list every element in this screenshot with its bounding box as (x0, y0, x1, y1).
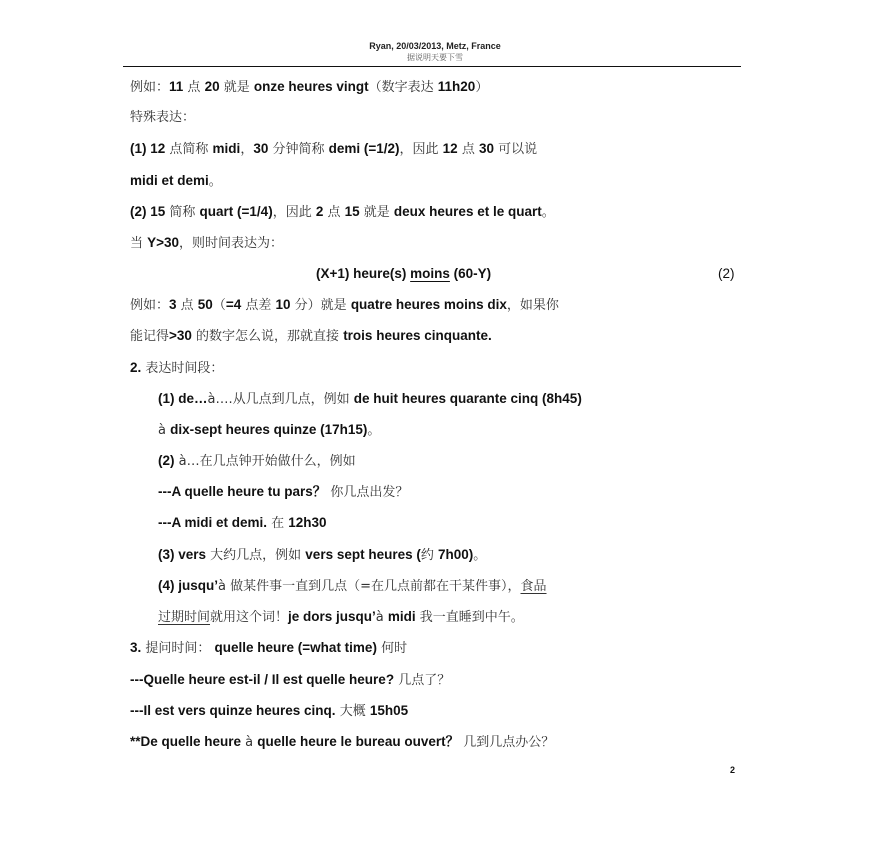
text-line (158, 482, 408, 503)
text: 例如： (130, 298, 170, 313)
text: 15 (344, 204, 360, 219)
text-line (158, 451, 356, 472)
text-line (130, 171, 222, 192)
text: 提问时间： (141, 641, 215, 656)
text: （数字表达 (368, 80, 438, 95)
text-line (158, 420, 380, 441)
text: 大约几点，例如 (206, 548, 306, 563)
text: 。 (367, 423, 381, 438)
text: trois heures cinquante. (343, 328, 492, 343)
equation-number: (2) (718, 266, 735, 281)
header-author-line: Ryan, 20/03/2013, Metz, France (369, 41, 501, 51)
text: 例如： (130, 80, 170, 95)
text: 点 (183, 80, 205, 95)
text: (60-Y) (449, 266, 492, 281)
text: 特殊表达： (130, 110, 196, 125)
text: 表达时间段： (141, 361, 224, 376)
text: ） (475, 80, 489, 95)
text: =4 (225, 297, 242, 312)
text: 点简称 (165, 142, 213, 157)
text: à…. (207, 392, 233, 407)
text-underlined: 过期时间 (158, 610, 211, 625)
text: 3 (169, 297, 177, 312)
section-heading (130, 358, 223, 379)
text: 几点了？ (394, 673, 451, 688)
text-line (130, 139, 537, 160)
text: (3) vers (158, 547, 207, 562)
text: vers sept heures ( (305, 547, 421, 562)
text: je dors jusqu’ (288, 609, 376, 624)
text-line (158, 576, 547, 597)
text: ， (240, 142, 254, 157)
text: quart (=1/4) (199, 204, 273, 219)
text: 当 (130, 236, 148, 251)
formula (316, 264, 491, 285)
text: midi et demi (130, 173, 209, 188)
text: 2. (130, 360, 142, 375)
text: à…在几点钟开始做什么，例如 (174, 454, 356, 469)
text: （ (212, 298, 226, 313)
text: (2) (158, 453, 175, 468)
header-subtitle: 据说明天要下雪 (407, 53, 463, 62)
text: 分钟简称 (268, 142, 329, 157)
text: 大概 (335, 704, 370, 719)
text: 在 (267, 516, 289, 531)
text: ---A midi et demi. (158, 515, 268, 530)
text: 简称 (165, 205, 200, 220)
text: ---Quelle heure est-il / Il est quelle heure? (130, 672, 395, 687)
text: quatre heures moins dix (350, 297, 507, 312)
text: onze heures vingt (253, 79, 369, 94)
text: 就是 (359, 205, 394, 220)
header-rule (123, 66, 741, 67)
text-line (130, 732, 554, 753)
section-heading (130, 638, 407, 659)
text: dix-sept heures quinze (17h15) (170, 422, 368, 437)
text: midi (212, 141, 241, 156)
text-line (158, 389, 582, 410)
text: 分）就是 (290, 298, 351, 313)
text: 10 (275, 297, 291, 312)
text: 约 (420, 548, 438, 563)
text: 能记得 (130, 329, 170, 344)
text: quelle heure (=what time) (214, 640, 377, 655)
text: (4) jusqu’ (158, 578, 218, 593)
text: ，如果你 (506, 298, 559, 313)
text: 30 (253, 141, 269, 156)
text: 11 (169, 79, 184, 94)
text: >30 (169, 328, 192, 343)
text: 7h00) (438, 547, 474, 562)
text: 点差 (241, 298, 276, 313)
text: à (375, 610, 384, 625)
text-line (130, 670, 450, 691)
text: 点 (323, 205, 345, 220)
text: (X+1) heure(s) (316, 266, 411, 281)
text: 2 (315, 204, 324, 219)
text: midi (387, 609, 416, 624)
text-line (130, 108, 195, 128)
text: à (158, 423, 166, 438)
text: à (241, 735, 258, 750)
text-line (158, 607, 524, 628)
text: 20 (204, 79, 220, 94)
text: 可以说 (494, 142, 538, 157)
text: 从几点到几点，例如 (232, 392, 354, 407)
text: 就是 (219, 80, 254, 95)
text: 几到几点办公？ (459, 735, 555, 750)
text-line (130, 233, 283, 254)
text-line (130, 295, 559, 316)
text-underlined: 食品 (520, 579, 547, 594)
text: ，因此 (272, 205, 316, 220)
text: deux heures et le quart (393, 204, 542, 219)
text: 的数字怎么说，那就直接 (191, 329, 344, 344)
text-line (130, 701, 408, 722)
text: 你几点出发？ (326, 485, 409, 500)
text: 就用这个词！ (210, 610, 289, 625)
text: 3. (130, 640, 142, 655)
text: 我一直睡到中午。 (415, 610, 524, 625)
text-line (130, 326, 492, 347)
text: à (218, 579, 226, 594)
text: Y>30 (147, 235, 180, 250)
text: 点 (176, 298, 198, 313)
text-line (158, 545, 486, 566)
text: 30 (478, 141, 494, 156)
page-number: 2 (730, 765, 736, 775)
text: 点 (457, 142, 479, 157)
text: demi (=1/2) (328, 141, 400, 156)
text: ，则时间表达为： (179, 236, 284, 251)
text-line (130, 77, 488, 98)
text-line (158, 513, 327, 534)
text: 。 (541, 205, 555, 220)
text: 。 (473, 548, 487, 563)
text: 12h30 (288, 515, 327, 530)
text: (1) de… (158, 391, 208, 406)
text-line (130, 202, 555, 223)
text: 15h05 (369, 703, 409, 718)
text: 何时 (376, 641, 408, 656)
text: 50 (197, 297, 213, 312)
text: quelle heure le bureau ouvert？ (257, 734, 460, 749)
text: 。 (208, 174, 222, 189)
text: ---A quelle heure tu pars？ (158, 484, 327, 499)
text: 11h20 (437, 79, 476, 94)
text: de huit heures quarante cinq (8h45) (353, 391, 582, 406)
text: 做某件事一直到几点（=在几点前都在干某件事）， (225, 579, 521, 594)
text: ，因此 (399, 142, 443, 157)
text: 12 (442, 141, 458, 156)
text: **De quelle heure (130, 734, 242, 749)
text-underlined: moins (410, 266, 450, 281)
text: ---Il est vers quinze heures cinq. (130, 703, 336, 718)
text: (2) 15 (130, 204, 166, 219)
text: (1) 12 (130, 141, 166, 156)
